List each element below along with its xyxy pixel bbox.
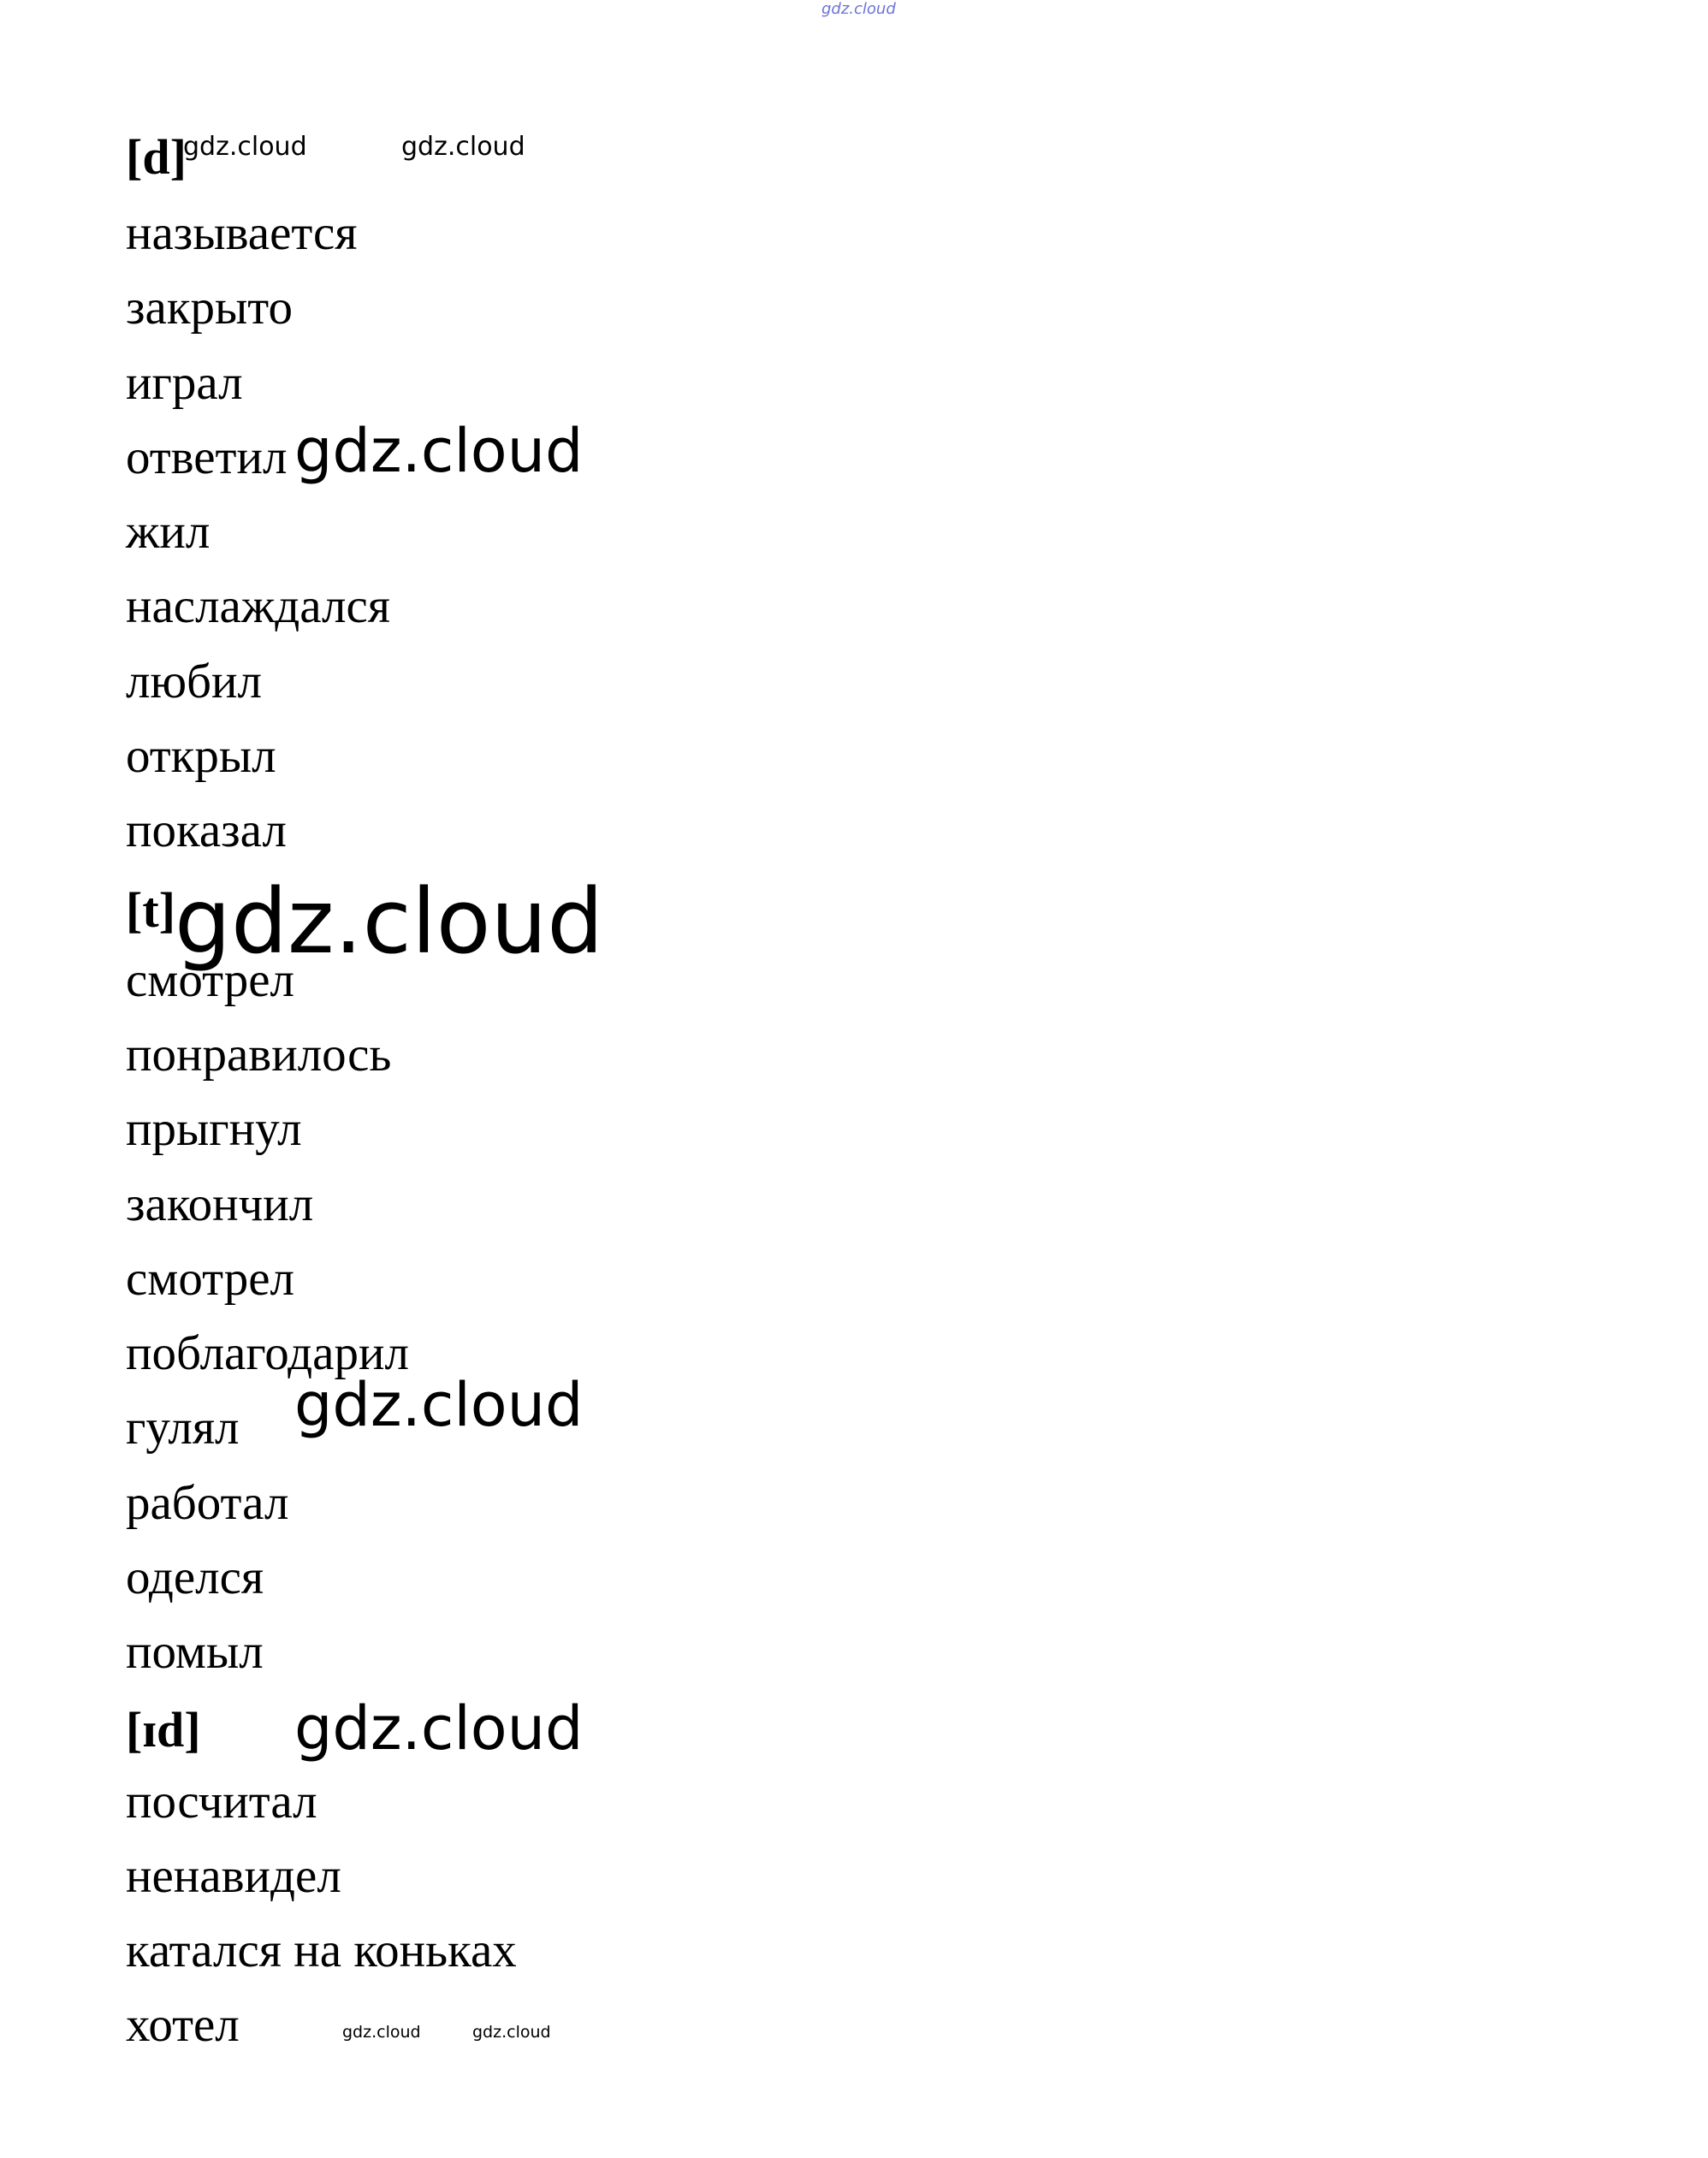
word-item: работал — [126, 1476, 289, 1530]
word-item: смотрел — [126, 953, 294, 1007]
header-watermark: gdz.cloud — [821, 0, 896, 18]
watermark: gdz.cloud — [342, 2023, 421, 2042]
word-item: называется — [126, 206, 358, 260]
section-heading-d: [d] — [126, 129, 187, 185]
watermark: gdz.cloud — [183, 132, 307, 162]
word-item: закрыто — [126, 281, 293, 335]
section-heading-id: [ɪd] — [126, 1702, 201, 1758]
word-item: оделся — [126, 1550, 264, 1604]
word-item: наслаждался — [126, 579, 390, 633]
word-item: прыгнул — [126, 1102, 302, 1156]
watermark: gdz.cloud — [472, 2023, 551, 2042]
word-item: посчитал — [126, 1775, 317, 1829]
watermark: gdz.cloud — [401, 132, 525, 162]
watermark: gdz.cloud — [294, 1370, 584, 1440]
word-item: помыл — [126, 1625, 264, 1679]
word-item: понравилось — [126, 1028, 392, 1082]
word-item: ответил — [126, 430, 288, 484]
word-item: показал — [126, 803, 287, 857]
word-item: хотел — [126, 1998, 240, 2052]
watermark: gdz.cloud — [294, 416, 584, 486]
word-item: любил — [126, 655, 262, 708]
word-item: играл — [126, 356, 243, 410]
watermark: gdz.cloud — [175, 869, 604, 974]
word-item: открыл — [126, 729, 276, 783]
word-item: жил — [126, 505, 211, 559]
word-item: гулял — [126, 1401, 240, 1455]
section-heading-t: [t] — [126, 882, 175, 938]
word-item: катался на коньках — [126, 1924, 517, 1977]
watermark: gdz.cloud — [294, 1693, 584, 1764]
word-item: закончил — [126, 1177, 314, 1231]
word-item: поблагодарил — [126, 1326, 409, 1380]
word-item: ненавидел — [126, 1849, 341, 1903]
word-item: смотрел — [126, 1252, 294, 1306]
